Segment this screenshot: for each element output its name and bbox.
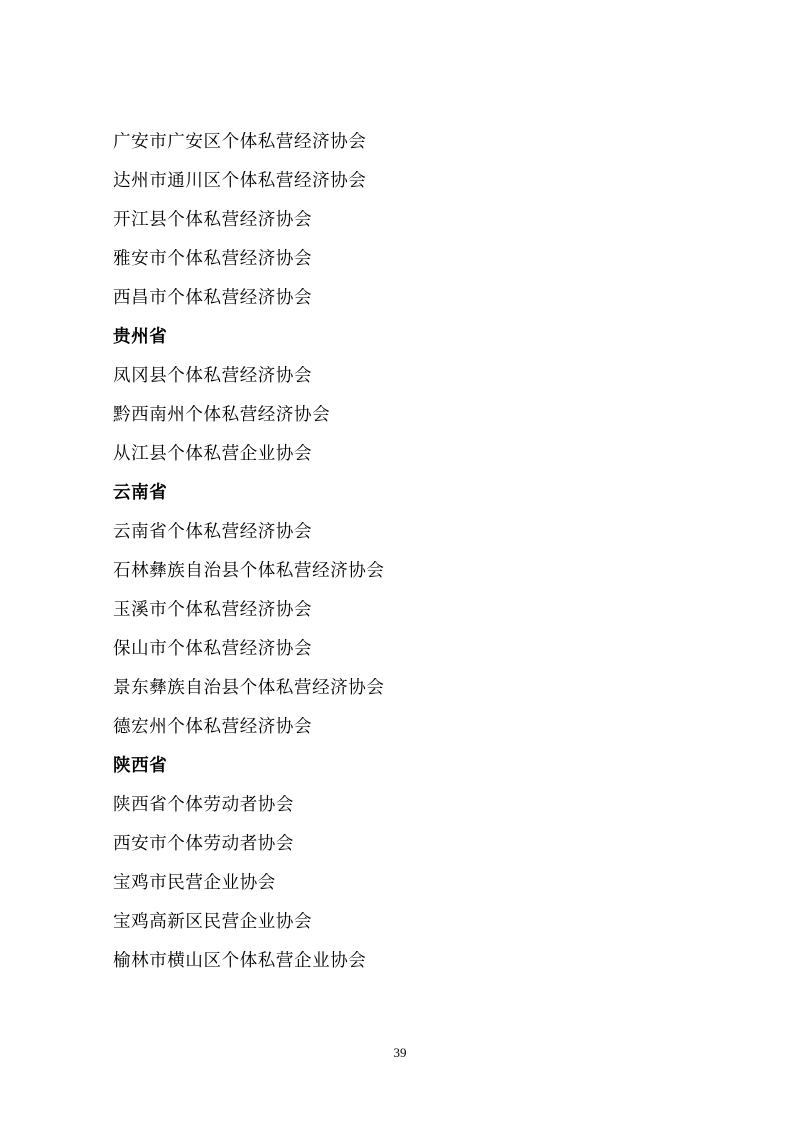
association-list (113, 133, 693, 991)
list-item: 广安市广安区个体私营经济协会 (113, 131, 367, 151)
section-heading: 陕西省 (113, 755, 168, 775)
list-item: 宝鸡高新区民营企业协会 (113, 911, 313, 931)
list-item: 陕西省个体劳动者协会 (113, 794, 294, 814)
section-heading: 贵州省 (113, 326, 168, 346)
list-item: 西安市个体劳动者协会 (113, 833, 294, 853)
list-item: 石林彝族自治县个体私营经济协会 (113, 560, 385, 580)
page-number: 39 (393, 1045, 407, 1060)
list-item: 开江县个体私营经济协会 (113, 209, 313, 229)
list-item: 西昌市个体私营经济协会 (113, 287, 313, 307)
list-item: 玉溪市个体私营经济协会 (113, 599, 313, 619)
list-item: 达州市通川区个体私营经济协会 (113, 170, 367, 190)
list-item: 榆林市横山区个体私营企业协会 (113, 950, 367, 970)
list-item: 宝鸡市民营企业协会 (113, 872, 276, 892)
list-item: 云南省个体私营经济协会 (113, 521, 313, 541)
list-item: 从江县个体私营企业协会 (113, 443, 313, 463)
list-item: 景东彝族自治县个体私营经济协会 (113, 677, 385, 697)
list-item: 保山市个体私营经济协会 (113, 638, 313, 658)
section-heading: 云南省 (113, 482, 168, 502)
list-item: 德宏州个体私营经济协会 (113, 716, 313, 736)
list-item: 雅安市个体私营经济协会 (113, 248, 313, 268)
list-item: 凤冈县个体私营经济协会 (113, 365, 313, 385)
list-item: 黔西南州个体私营经济协会 (113, 404, 331, 424)
